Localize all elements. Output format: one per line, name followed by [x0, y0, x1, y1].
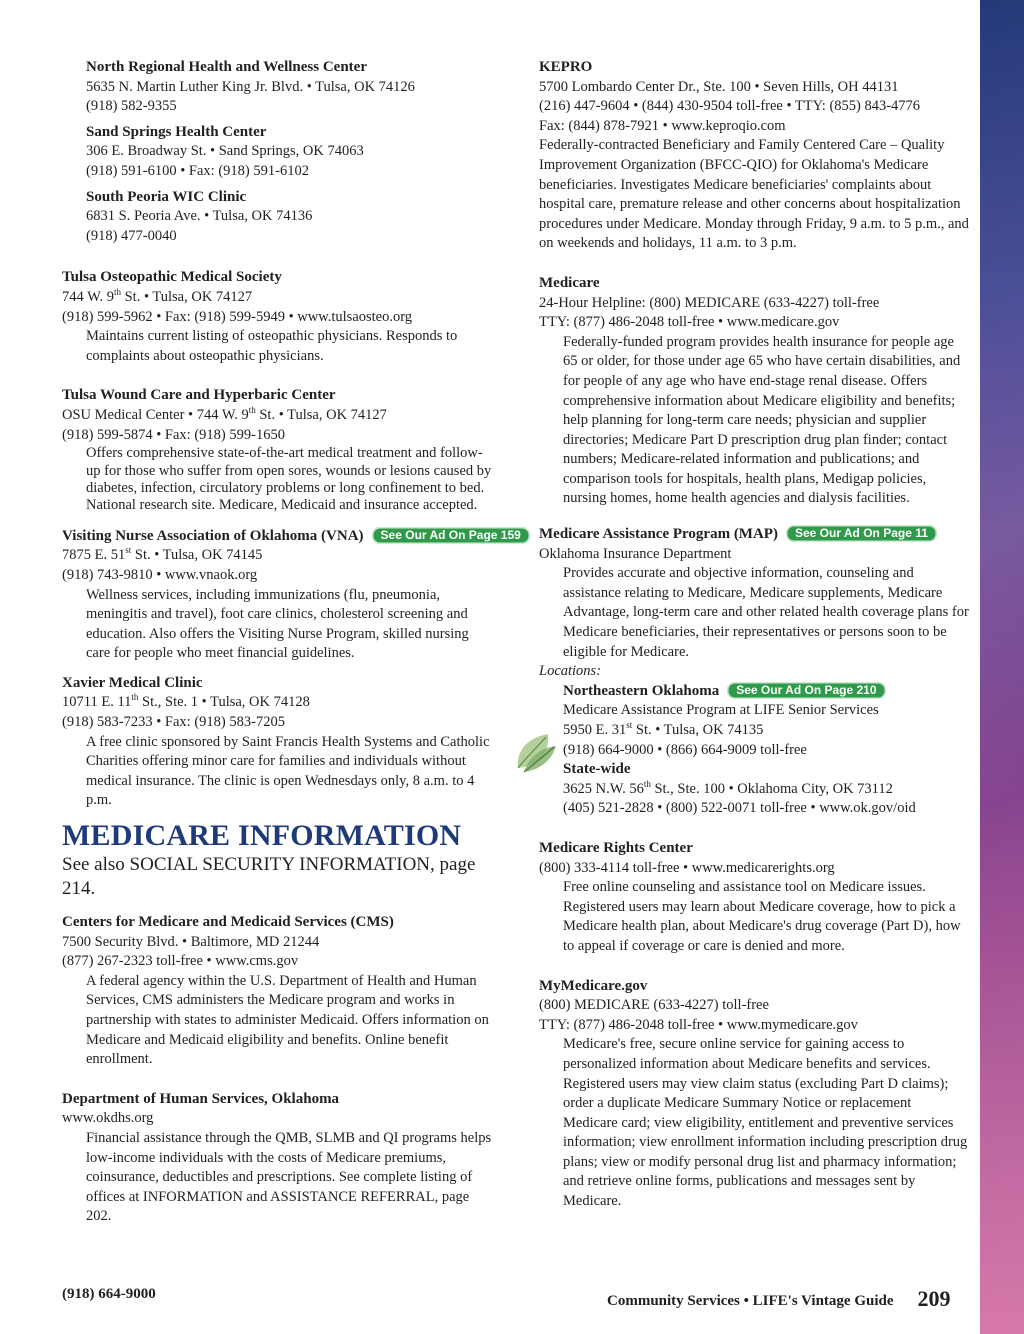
listing-description: Free online counseling and assistance tool on Medicare issues. Registered users may learn about Medicare coverage, how to pick a Medicare health plan, about Medicare's drug coverage (Part D), how to appeal if coverage or care is denied and more. [563, 879, 961, 954]
location-state-wide [563, 760, 969, 819]
listing-helpline: 24-Hour Helpline: (800) MEDICARE (633-4227) toll-free [539, 294, 880, 311]
listing-description: A federal agency within the U.S. Department of Health and Human Services, CMS administers the Medicare program and works in partnership with states to administer Medicaid. Offers information on Medicare and Medicaid eligibility and benefits. Online benefit enrollment. [86, 972, 489, 1068]
listing-vna [62, 527, 521, 664]
listing-kepro [539, 58, 969, 254]
listing-website: www.okdhs.org [62, 1110, 154, 1127]
listing-department: Oklahoma Insurance Department [539, 545, 732, 562]
listing-phone: (918) 477-0040 [86, 227, 177, 244]
location-northeastern-oklahoma [563, 682, 969, 760]
left-column [62, 58, 521, 1247]
location-title-row [563, 682, 969, 702]
listing-address: 744 W. 9th St. • Tulsa, OK 74127 [62, 287, 253, 305]
listing-address: 306 E. Broadway St. • Sand Springs, OK 74063 [86, 143, 364, 160]
listing-title-row [539, 525, 969, 545]
listing-address: 7875 E. 51st St. • Tulsa, OK 74145 [62, 545, 263, 564]
listing-address: 6831 S. Peoria Ave. • Tulsa, OK 74136 [86, 208, 313, 225]
listing-description: A free clinic sponsored by Saint Francis Health Systems and Catholic Charities offering minor care for families and individuals without medical insurance. The clinic is open Wednesdays only, 8 a.m. to 4 p.m. [86, 733, 490, 809]
location-title: State-wide [563, 761, 631, 778]
listing-title: KEPRO [539, 59, 593, 75]
listing-contact: (877) 267-2323 toll-free • www.cms.gov [62, 953, 299, 970]
listing-contact: TTY: (877) 486-2048 toll-free • www.medicare.gov [539, 314, 840, 331]
footer-guide-name: Community Services • LIFE's Vintage Guide [607, 1293, 894, 1309]
listing-address: 7500 Security Blvd. • Baltimore, MD 21244 [62, 933, 320, 950]
listing-dhs-oklahoma [62, 1090, 492, 1227]
listing-address: 5635 N. Martin Luther King Jr. Blvd. • Tulsa, OK 74126 [86, 78, 415, 95]
listing-address: 5700 Lombardo Center Dr., Ste. 100 • Seven Hills, OH 44131 [539, 78, 899, 95]
listing-address: OSU Medical Center • 744 W. 9th St. • Tulsa, OK 74127 [62, 405, 387, 423]
right-column [539, 58, 969, 1232]
footer-guide-title [607, 1286, 951, 1312]
ad-page-badge[interactable]: See Our Ad On Page 159 [372, 527, 530, 544]
listing-title: Medicare Assistance Program (MAP) [539, 526, 778, 543]
listing-phone: (918) 582-9355 [86, 98, 177, 115]
listing-fax-web: Fax: (844) 878-7921 • www.keproqio.com [539, 117, 786, 134]
listing-contact: (800) 333-4114 toll-free • www.medicarerights.org [539, 859, 835, 876]
listing-description: Medicare's free, secure online service for gaining access to personalized information about Medicare benefits and services. Registered users may view claim status (excluding Part D claims); order a duplicate Medicare Summary Notice or replacement Medicare card; view eligibility, entitlement and preventive services information; view enrollment information including prescription drug plans; view or modify personal drug list and pharmacy information; and retrieve online forms, publications and messages sent by Medicare. [563, 1036, 968, 1210]
page-number: 209 [917, 1286, 951, 1311]
listing-title: MyMedicare.gov [539, 977, 648, 994]
listing-title: Tulsa Wound Care and Hyperbaric Center [62, 387, 336, 404]
listing-sand-springs [86, 123, 492, 182]
listing-xavier [62, 674, 492, 811]
location-contact: (405) 521-2828 • (800) 522-0071 toll-free • www.ok.gov/oid [563, 800, 916, 817]
listing-title: Sand Springs Health Center [86, 123, 267, 140]
listing-contact: (918) 583-7233 • Fax: (918) 583-7205 [62, 714, 285, 731]
location-title: Northeastern Oklahoma [563, 682, 720, 699]
listing-title: South Peoria WIC Clinic [86, 188, 247, 205]
listing-description: Maintains current listing of osteopathic physicians. Responds to complaints about osteopathic physicians. [86, 328, 458, 364]
listing-contact: TTY: (877) 486-2048 toll-free • www.mymedicare.gov [539, 1016, 858, 1033]
listing-description: Offers comprehensive state-of-the-art medical treatment and follow-up for those who suffer from open sores, wounds or lesions caused by diabetes, infection, circulatory problems or long confinement to bed. National research site. Medicare, Medicaid and insurance accepted. [86, 445, 492, 514]
listing-description: Financial assistance through the QMB, SLMB and QI programs helps low-income individuals with the costs of Medicare premiums, coinsurance, deductibles and prescriptions. See complete listing of offices at INFORMATION and ASSISTANCE REFERRAL, page 202. [86, 1129, 492, 1225]
listing-contact: (918) 743-9810 • www.vnaok.org [62, 566, 258, 583]
listing-description: Provides accurate and objective information, counseling and assistance relating to Medicare, Medicare supplements, Medicare Advantage, long-term care and other related health coverage plans for Medicare beneficiaries, their representatives or persons soon to be eligible for Medicare. [563, 565, 969, 660]
section-heading-medicare: MEDICARE INFORMATION [62, 819, 462, 853]
listing-contact: (918) 599-5874 • Fax: (918) 599-1650 [62, 426, 285, 443]
listing-description: Wellness services, including immunizations (flu, pneumonia, meningitis and travel), foot care clinics, cholesterol screening and education. Also offers the Visiting Nurse Program, skilled nursing care for people who meet financial guidelines. [86, 586, 469, 662]
ad-page-badge[interactable]: See Our Ad On Page 210 [727, 682, 885, 699]
section-cross-reference: See also SOCIAL SECURITY INFORMATION, page 214. [62, 854, 476, 900]
listing-title: North Regional Health and Wellness Center [86, 59, 367, 75]
listing-medicare [539, 274, 969, 509]
listing-map [539, 525, 969, 662]
locations-label: Locations: [539, 663, 602, 680]
listing-title: Medicare [539, 274, 600, 291]
listing-contact: (216) 447-9604 • (844) 430-9504 toll-free • TTY: (855) 843-4776 [539, 98, 921, 115]
listing-phone: (800) MEDICARE (633-4227) toll-free [539, 997, 769, 1014]
listing-title: Department of Human Services, Oklahoma [62, 1090, 340, 1107]
listing-description: Federally-funded program provides health insurance for people age 65 or older, for those under age 65 who have certain disabilities, and for people of any age who have end-stage renal disease. Offers comprehensive information about Medicare eligibility and benefits; help planning for long-term care needs; physician and supplier directories; Medicare Part D prescription drug plan finder; contact numbers; Medicare-related information and publications; and comparison tools for hospitals, health plans, Medigap policies, nursing homes, home health agencies and dialysis facilities. [563, 333, 961, 507]
listing-title: Visiting Nurse Association of Oklahoma (VNA) [62, 527, 364, 544]
listing-title-row [62, 527, 521, 547]
listing-title: Centers for Medicare and Medicaid Services (CMS) [62, 914, 394, 931]
ad-page-badge[interactable]: See Our Ad On Page 11 [786, 525, 937, 542]
listing-mymedicare [539, 977, 969, 1212]
location-program: Medicare Assistance Program at LIFE Senior Services [563, 702, 879, 719]
listing-address: 10711 E. 11th St., Ste. 1 • Tulsa, OK 74128 [62, 692, 310, 711]
listing-title: Xavier Medical Clinic [62, 674, 203, 691]
location-phone: (918) 664-9000 • (866) 664-9009 toll-free [563, 741, 807, 758]
listing-tulsa-osteopathic [62, 268, 492, 366]
listing-contact: (918) 599-5962 • Fax: (918) 599-5949 • www.tulsaosteo.org [62, 308, 413, 325]
listing-description: Federally-contracted Beneficiary and Family Centered Care – Quality Improvement Organization (BFCC-QIO) for Oklahoma's Medicare beneficiaries. Investigates Medicare beneficiaries' complaints about hospital care, premature release and other concerns about hospitalization procedures under Medicare. Monday through Friday, 9 a.m. to 5 p.m., and on weekends and holidays, 11 a.m. to 3 p.m. [539, 137, 969, 252]
footer-phone: (918) 664-9000 [62, 1286, 156, 1302]
listing-medicare-rights-center [539, 839, 969, 957]
location-address: 3625 N.W. 56th St., Ste. 100 • Oklahoma City, OK 73112 [563, 778, 893, 797]
listing-tulsa-wound-care [62, 386, 492, 514]
listing-cms [62, 913, 492, 1070]
decorative-side-strip [980, 0, 1024, 1334]
listing-title: Tulsa Osteopathic Medical Society [62, 269, 282, 286]
listing-north-regional [86, 58, 492, 117]
leaf-icon [512, 728, 558, 774]
listing-south-peoria-wic [86, 188, 492, 247]
listing-title: Medicare Rights Center [539, 839, 693, 856]
location-address: 5950 E. 31st St. • Tulsa, OK 74135 [563, 720, 764, 738]
listing-phone: (918) 591-6100 • Fax: (918) 591-6102 [86, 162, 309, 179]
